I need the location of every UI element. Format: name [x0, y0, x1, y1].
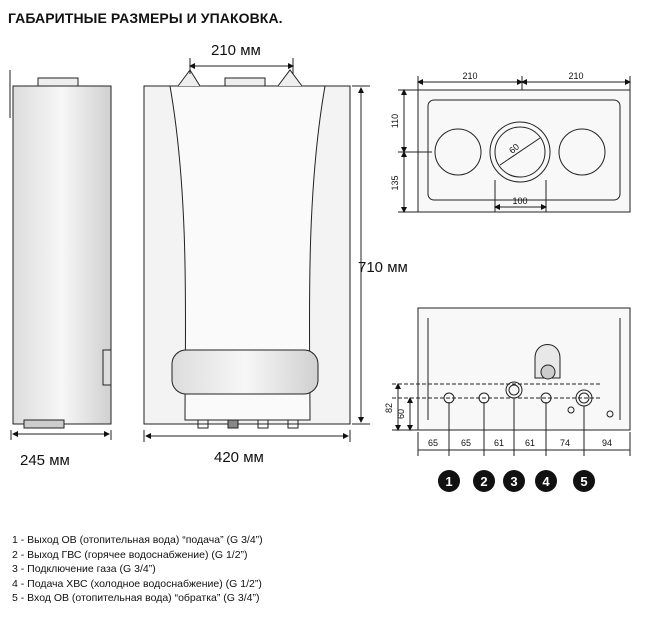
legend-item-3: 3 - Подключение газа (G 3/4”): [12, 563, 156, 575]
badge-4: [535, 470, 557, 492]
spacing-2: 65: [460, 438, 472, 448]
front-top-width-label: 210 мм: [211, 42, 261, 59]
top-depth-bottom-label: 135: [390, 175, 400, 191]
spacing-5: 74: [559, 438, 571, 448]
connection-badges: [438, 470, 595, 492]
badge-3: [503, 470, 525, 492]
spacing-3: 61: [493, 438, 505, 448]
front-view: [144, 58, 370, 442]
badge-1: [438, 470, 460, 492]
top-width-left-label: 210: [462, 71, 478, 81]
badge-2: [473, 470, 495, 492]
spacing-1: 65: [427, 438, 439, 448]
bottom-view: [392, 308, 630, 456]
front-height-label: 710 мм: [358, 259, 408, 276]
connection-legend: [12, 533, 263, 606]
svg-text:1: 1: [445, 474, 453, 489]
badge-5: [573, 470, 595, 492]
svg-text:4: 4: [542, 474, 550, 489]
legend-item-1: 1 - Выход ОВ (отопительная вода) “подача” (G 3/4”): [12, 534, 263, 546]
legend-item-5: 5 - Вход ОВ (отопительная вода) “обратка” (G 3/4”): [12, 592, 260, 604]
flue-outer-label: 100: [512, 196, 528, 206]
page-title: ГАБАРИТНЫЕ РАЗМЕРЫ И УПАКОВКА.: [8, 10, 283, 26]
top-view: [398, 76, 630, 212]
svg-text:3: 3: [510, 474, 518, 489]
svg-text:5: 5: [580, 474, 588, 489]
side-depth-label: 245 мм: [20, 452, 70, 469]
side-view: [10, 70, 111, 440]
bottom-h1-label: 82: [384, 402, 394, 414]
flue-diameter-label: 60: [507, 141, 522, 156]
spacing-4: 61: [524, 438, 536, 448]
top-width-right-label: 210: [568, 71, 584, 81]
bottom-h2-label: 60: [396, 408, 406, 420]
spacing-6: 94: [601, 438, 613, 448]
top-depth-top-label: 110: [390, 113, 400, 129]
legend-item-2: 2 - Выход ГВС (горячее водоснабжение) (G 1/2”): [12, 548, 248, 561]
legend-item-4: 4 - Подача ХВС (холодное водоснабжение) (G 1/2”): [12, 577, 262, 590]
svg-text:2: 2: [480, 474, 488, 489]
front-width-label: 420 мм: [214, 449, 264, 466]
